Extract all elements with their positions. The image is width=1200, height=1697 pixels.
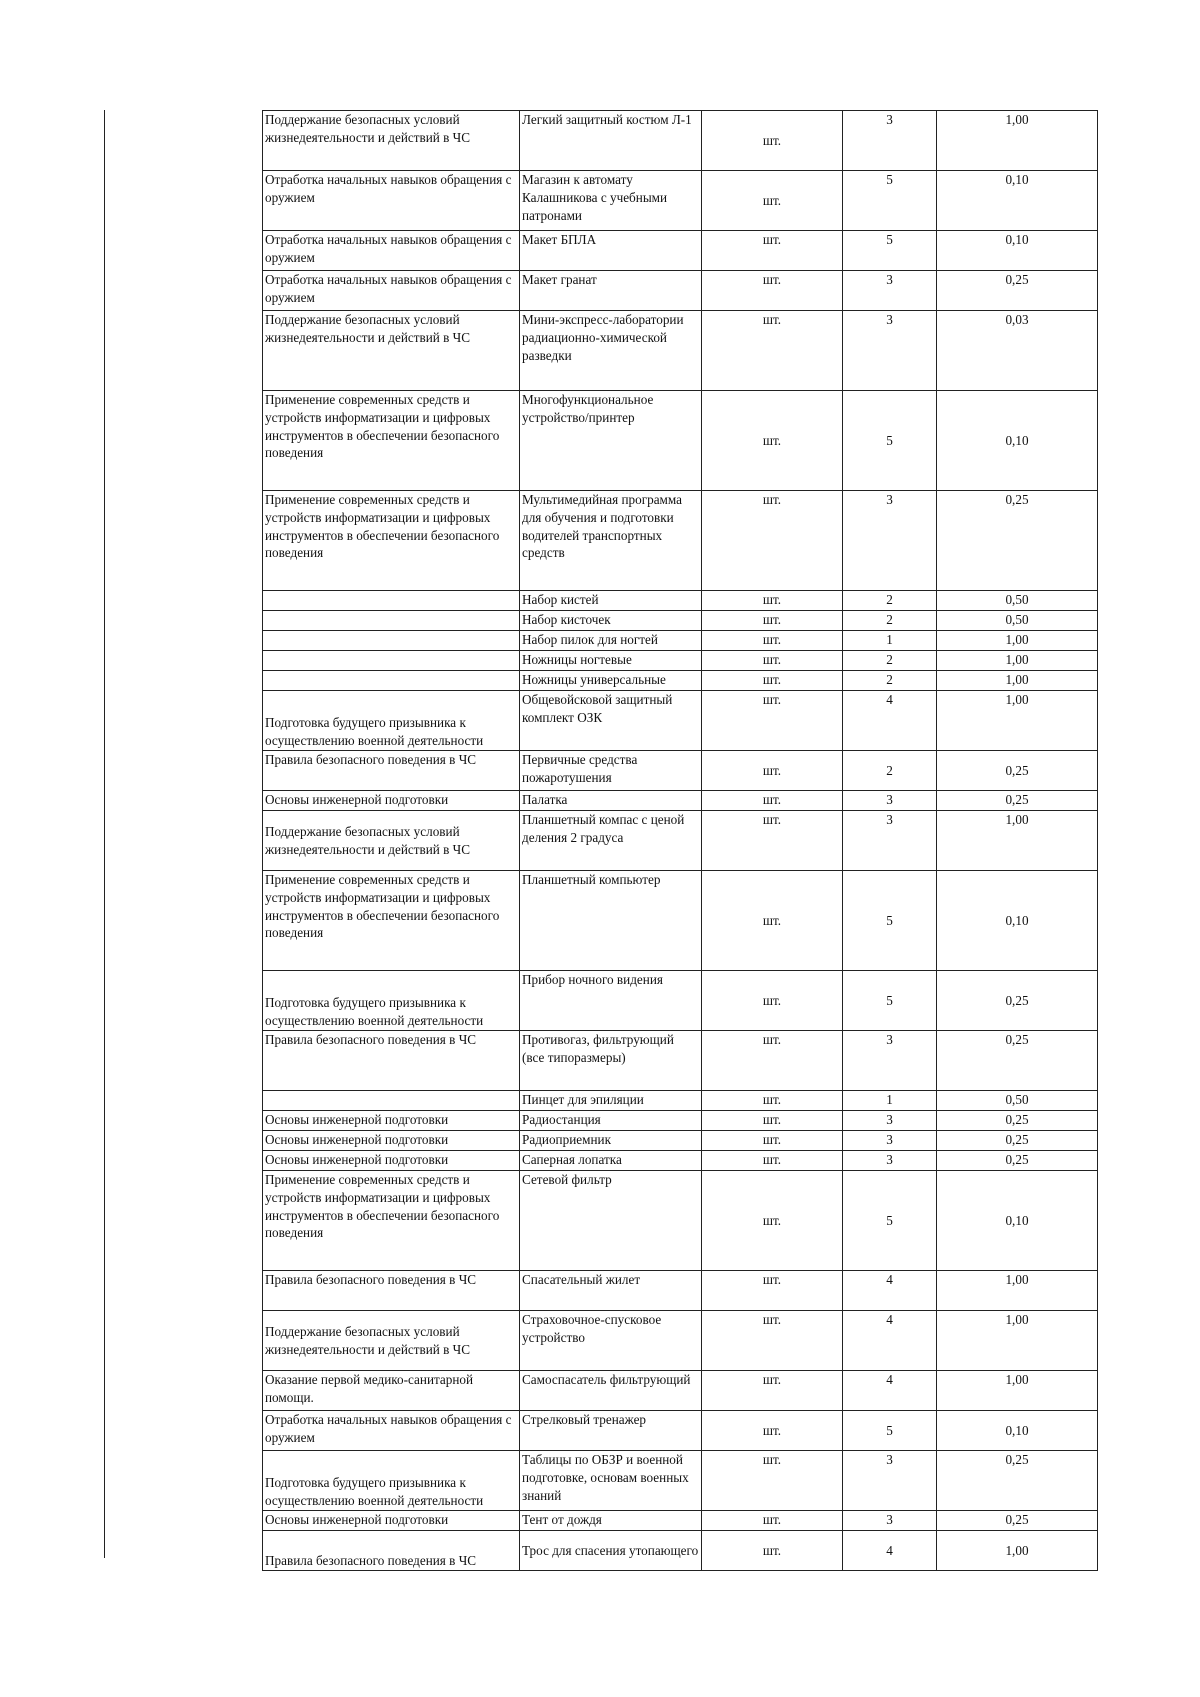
section-cell: Основы инженерной подготовки [263,791,520,811]
section-cell: Отработка начальных навыков обращения с оружием [263,171,520,231]
item-name-cell: Первичные средства пожаротушения [520,751,702,791]
unit-cell: шт. [702,171,843,231]
item-name-cell: Палатка [520,791,702,811]
section-cell: Применение современных средств и устройств информатизации и цифровых инструментов в обеспечении безопасного поведения [263,491,520,591]
section-cell: Оказание первой медико-санитарной помощи. [263,1371,520,1411]
table-row [263,1091,1098,1111]
table-row [263,391,1098,491]
section-cell: Правила безопасного поведения в ЧС [263,751,520,791]
item-name-cell: Магазин к автомату Калашникова с учебными патронами [520,171,702,231]
item-name-cell: Сетевой фильтр [520,1171,702,1271]
unit-cell: шт. [702,1171,843,1271]
unit-cell: шт. [702,491,843,591]
item-name-cell: Планшетный компьютер [520,871,702,971]
unit-cell: шт. [702,1031,843,1091]
table-row [263,751,1098,791]
unit-cell: шт. [702,111,843,171]
table-row [263,1111,1098,1131]
quantity-cell: 3 [843,1031,937,1091]
unit-cell: шт. [702,611,843,631]
unit-cell: шт. [702,811,843,871]
unit-cell: шт. [702,391,843,491]
section-cell [263,651,520,671]
unit-cell: шт. [702,271,843,311]
item-name-cell: Радиоприемник [520,1131,702,1151]
coefficient-cell: 1,00 [937,631,1098,651]
table-row [263,1451,1098,1511]
item-name-cell: Прибор ночного видения [520,971,702,1031]
section-cell: Поддержание безопасных условий жизнедеятельности и действий в ЧС [263,811,520,871]
section-cell: Применение современных средств и устройств информатизации и цифровых инструментов в обеспечении безопасного поведения [263,1171,520,1271]
table-row [263,1151,1098,1171]
quantity-cell: 5 [843,1411,937,1451]
unit-cell: шт. [702,1311,843,1371]
quantity-cell: 3 [843,271,937,311]
quantity-cell: 3 [843,1451,937,1511]
coefficient-cell: 0,25 [937,1151,1098,1171]
item-name-cell: Общевойсковой защитный комплект ОЗК [520,691,702,751]
table-row [263,611,1098,631]
section-cell: Поддержание безопасных условий жизнедеятельности и действий в ЧС [263,1311,520,1371]
unit-cell: шт. [702,791,843,811]
quantity-cell: 5 [843,391,937,491]
coefficient-cell: 0,03 [937,311,1098,391]
table-row [263,271,1098,311]
unit-cell: шт. [702,691,843,751]
section-cell: Основы инженерной подготовки [263,1131,520,1151]
table-row [263,1031,1098,1091]
quantity-cell: 4 [843,691,937,751]
unit-cell: шт. [702,631,843,651]
section-cell [263,591,520,611]
table-row [263,871,1098,971]
quantity-cell: 4 [843,1311,937,1371]
table-row [263,111,1098,171]
table-row [263,791,1098,811]
table-row [263,591,1098,611]
coefficient-cell: 1,00 [937,691,1098,751]
unit-cell: шт. [702,1371,843,1411]
item-name-cell: Мини-экспресс-лаборатории радиационно-химической разведки [520,311,702,391]
coefficient-cell: 0,25 [937,1451,1098,1511]
item-name-cell: Таблицы по ОБЗР и военной подготовке, основам военных знаний [520,1451,702,1511]
table-row [263,971,1098,1031]
section-cell [263,671,520,691]
section-cell: Поддержание безопасных условий жизнедеятельности и действий в ЧС [263,111,520,171]
section-cell [263,1091,520,1111]
quantity-cell: 3 [843,111,937,171]
item-name-cell: Макет гранат [520,271,702,311]
quantity-cell: 3 [843,491,937,591]
coefficient-cell: 0,25 [937,491,1098,591]
equipment-table [262,110,1098,1571]
coefficient-cell: 0,10 [937,1411,1098,1451]
table-row [263,631,1098,651]
unit-cell: шт. [702,751,843,791]
unit-cell: шт. [702,231,843,271]
unit-cell: шт. [702,1091,843,1111]
table-row [263,1131,1098,1151]
table-row [263,231,1098,271]
coefficient-cell: 0,25 [937,791,1098,811]
section-cell: Отработка начальных навыков обращения с оружием [263,231,520,271]
item-name-cell: Тент от дождя [520,1511,702,1531]
item-name-cell: Пинцет для эпиляции [520,1091,702,1111]
section-cell: Применение современных средств и устройств информатизации и цифровых инструментов в обеспечении безопасного поведения [263,391,520,491]
unit-cell: шт. [702,1271,843,1311]
item-name-cell: Мультимедийная программа для обучения и подготовки водителей транспортных средств [520,491,702,591]
coefficient-cell: 0,10 [937,1171,1098,1271]
table-row [263,811,1098,871]
coefficient-cell: 0,25 [937,971,1098,1031]
quantity-cell: 2 [843,651,937,671]
coefficient-cell: 1,00 [937,671,1098,691]
item-name-cell: Набор кисточек [520,611,702,631]
unit-cell: шт. [702,311,843,391]
coefficient-cell: 0,25 [937,1111,1098,1131]
quantity-cell: 3 [843,1151,937,1171]
item-name-cell: Набор кистей [520,591,702,611]
unit-cell: шт. [702,1531,843,1571]
unit-cell: шт. [702,1111,843,1131]
unit-cell: шт. [702,1151,843,1171]
quantity-cell: 1 [843,1091,937,1111]
section-cell: Правила безопасного поведения в ЧС [263,1271,520,1311]
coefficient-cell: 0,25 [937,1131,1098,1151]
equipment-table-body [263,111,1098,1571]
table-row [263,1311,1098,1371]
item-name-cell: Многофункциональное устройство/принтер [520,391,702,491]
section-cell: Подготовка будущего призывника к осуществлению военной деятельности [263,691,520,751]
item-name-cell: Стрелковый тренажер [520,1411,702,1451]
quantity-cell: 5 [843,171,937,231]
table-row [263,671,1098,691]
quantity-cell: 2 [843,611,937,631]
coefficient-cell: 0,25 [937,1031,1098,1091]
section-cell: Применение современных средств и устройств информатизации и цифровых инструментов в обеспечении безопасного поведения [263,871,520,971]
quantity-cell: 2 [843,671,937,691]
quantity-cell: 3 [843,1111,937,1131]
section-cell: Поддержание безопасных условий жизнедеятельности и действий в ЧС [263,311,520,391]
coefficient-cell: 0,10 [937,871,1098,971]
coefficient-cell: 1,00 [937,1311,1098,1371]
item-name-cell: Страховочное-спусковое устройство [520,1311,702,1371]
table-row [263,1531,1098,1571]
item-name-cell: Саперная лопатка [520,1151,702,1171]
unit-cell: шт. [702,671,843,691]
coefficient-cell: 0,10 [937,391,1098,491]
unit-cell: шт. [702,871,843,971]
coefficient-cell: 0,50 [937,591,1098,611]
quantity-cell: 3 [843,1131,937,1151]
unit-cell: шт. [702,1411,843,1451]
table-row [263,1371,1098,1411]
quantity-cell: 1 [843,631,937,651]
coefficient-cell: 1,00 [937,1531,1098,1571]
item-name-cell: Трос для спасения утопающего [520,1531,702,1571]
coefficient-cell: 0,25 [937,1511,1098,1531]
section-cell: Подготовка будущего призывника к осуществлению военной деятельности [263,1451,520,1511]
table-row [263,171,1098,231]
item-name-cell: Набор пилок для ногтей [520,631,702,651]
quantity-cell: 2 [843,591,937,611]
table-row [263,1271,1098,1311]
coefficient-cell: 0,50 [937,611,1098,631]
item-name-cell: Противогаз, фильтрующий (все типоразмеры) [520,1031,702,1091]
quantity-cell: 2 [843,751,937,791]
item-name-cell: Макет БПЛА [520,231,702,271]
item-name-cell: Ножницы ногтевые [520,651,702,671]
quantity-cell: 3 [843,791,937,811]
quantity-cell: 5 [843,1171,937,1271]
quantity-cell: 4 [843,1531,937,1571]
section-cell: Правила безопасного поведения в ЧС [263,1531,520,1571]
item-name-cell: Планшетный компас с ценой деления 2 градуса [520,811,702,871]
item-name-cell: Самоспасатель фильтрующий [520,1371,702,1411]
quantity-cell: 3 [843,311,937,391]
table-row [263,1171,1098,1271]
table-row [263,311,1098,391]
unit-cell: шт. [702,1511,843,1531]
coefficient-cell: 1,00 [937,651,1098,671]
coefficient-cell: 0,25 [937,751,1098,791]
section-cell: Основы инженерной подготовки [263,1511,520,1531]
section-cell: Подготовка будущего призывника к осуществлению военной деятельности [263,971,520,1031]
section-cell: Правила безопасного поведения в ЧС [263,1031,520,1091]
coefficient-cell: 1,00 [937,1371,1098,1411]
table-row [263,651,1098,671]
table-row [263,691,1098,751]
quantity-cell: 3 [843,1511,937,1531]
quantity-cell: 4 [843,1271,937,1311]
coefficient-cell: 0,25 [937,271,1098,311]
coefficient-cell: 1,00 [937,1271,1098,1311]
section-cell [263,631,520,651]
coefficient-cell: 1,00 [937,811,1098,871]
unit-cell: шт. [702,1131,843,1151]
section-cell: Основы инженерной подготовки [263,1111,520,1131]
coefficient-cell: 1,00 [937,111,1098,171]
quantity-cell: 4 [843,1371,937,1411]
table-row [263,1411,1098,1451]
quantity-cell: 5 [843,231,937,271]
item-name-cell: Спасательный жилет [520,1271,702,1311]
table-row [263,491,1098,591]
quantity-cell: 3 [843,811,937,871]
coefficient-cell: 0,10 [937,231,1098,271]
coefficient-cell: 0,50 [937,1091,1098,1111]
section-cell: Отработка начальных навыков обращения с оружием [263,271,520,311]
section-cell: Основы инженерной подготовки [263,1151,520,1171]
coefficient-cell: 0,10 [937,171,1098,231]
unit-cell: шт. [702,591,843,611]
item-name-cell: Радиостанция [520,1111,702,1131]
unit-cell: шт. [702,971,843,1031]
quantity-cell: 5 [843,971,937,1031]
table-row [263,1511,1098,1531]
item-name-cell: Легкий защитный костюм Л-1 [520,111,702,171]
unit-cell: шт. [702,651,843,671]
item-name-cell: Ножницы универсальные [520,671,702,691]
section-cell: Отработка начальных навыков обращения с оружием [263,1411,520,1451]
quantity-cell: 5 [843,871,937,971]
unit-cell: шт. [702,1451,843,1511]
page-margin-line [104,110,105,1558]
section-cell [263,611,520,631]
